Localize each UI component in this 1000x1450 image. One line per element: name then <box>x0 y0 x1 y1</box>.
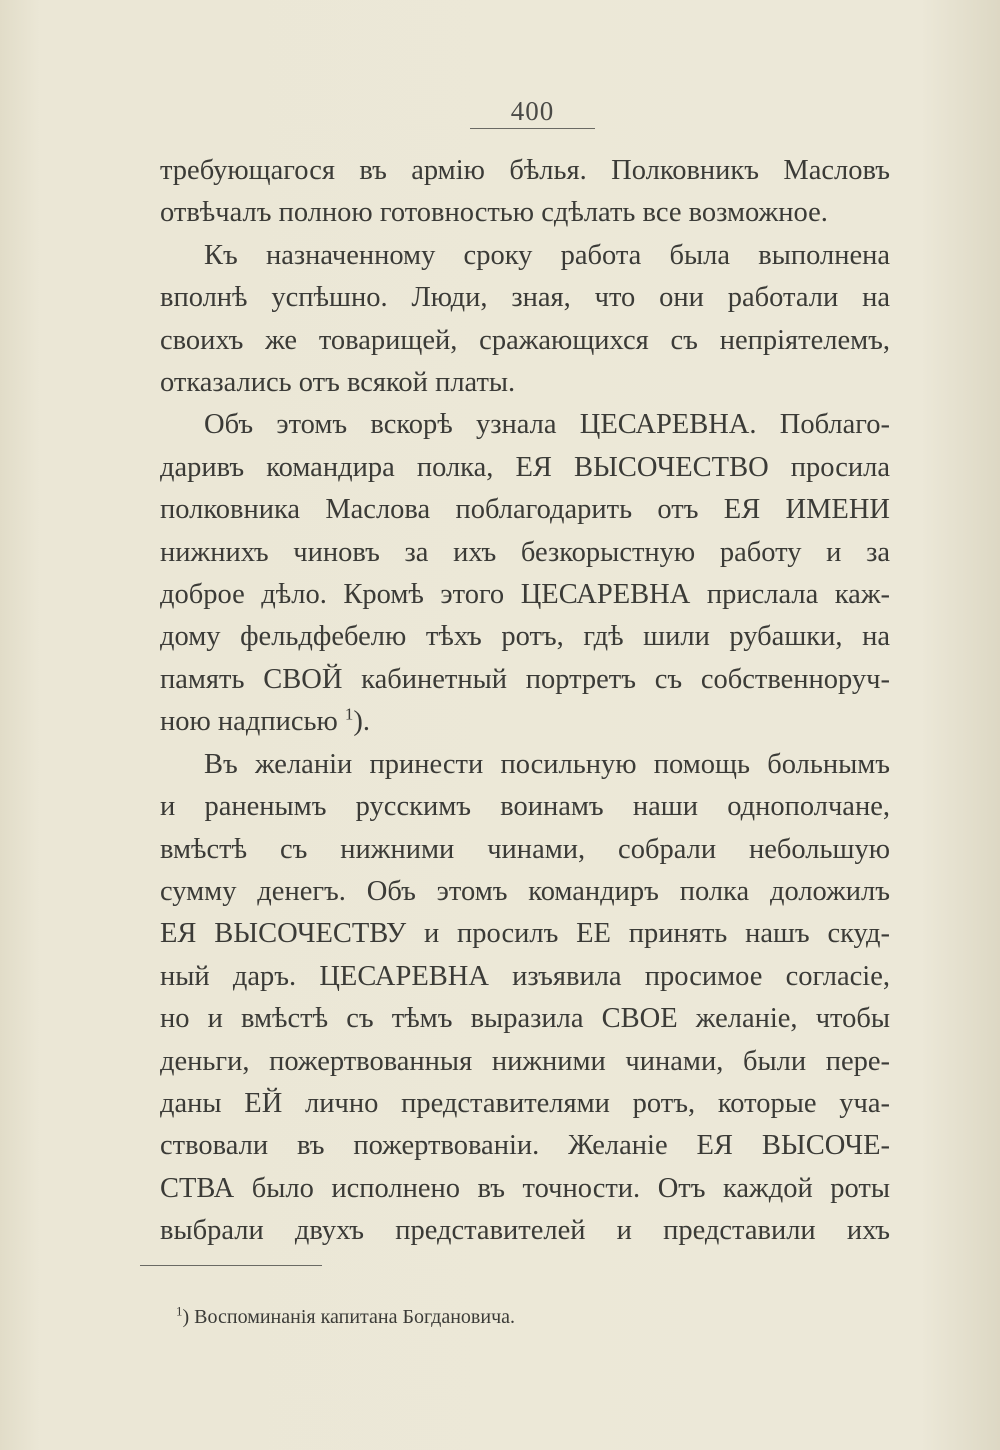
paragraph-4-line-12: выбрали двухъ представителей и представили ихъ <box>160 1215 890 1247</box>
paragraph-3-line-1: Объ этомъ вскорѣ узнала ЦЕСАРЕВНА. Поблаго- <box>204 409 890 441</box>
paragraph-2-line-3: своихъ же товарищей, сражающихся съ непріятелемъ, <box>160 324 890 356</box>
footnote-reference[interactable]: 1 <box>344 704 354 724</box>
page-number: 400 <box>510 96 555 126</box>
paragraph-4-line-6: ный даръ. ЦЕСАРЕВНА изъявила просимое согласіе, <box>160 960 890 992</box>
paragraph-2-line-4: отказались отъ всякой платы. <box>160 367 516 399</box>
paragraph-3-line-8 <box>160 701 890 743</box>
footnote-mark: 1 <box>176 1303 183 1319</box>
paragraph-4-line-9: даны ЕЙ лично представителями ротъ, которые уча- <box>160 1087 890 1119</box>
paragraph-2-line-1: Къ назначенному сроку работа была выполнена <box>204 239 890 271</box>
paragraph-3-line-4: нижнихъ чиновъ за ихъ безкорыстную работу и за <box>160 536 890 568</box>
paragraph-2-line-2: вполнѣ успѣшно. Люди, зная, что они работали на <box>160 282 890 314</box>
paragraph-4-line-3: вмѣстѣ съ нижними чинами, собрали небольшую <box>160 833 890 865</box>
paragraph-4-line-5: ЕЯ ВЫСОЧЕСТВУ и просилъ ЕЕ принять нашъ скуд- <box>160 918 890 950</box>
paragraph-4-line-10: ствовали въ пожертвованіи. Желаніе ЕЯ ВЫСОЧЕ- <box>160 1130 890 1162</box>
paragraph-1-line-1: требующагося въ армію бѣлья. Полковникъ Масловъ <box>160 155 890 186</box>
footnote-separator <box>140 1265 322 1266</box>
paragraph-4-line-2: и раненымъ русскимъ воинамъ наши однополчане, <box>160 791 890 823</box>
paragraph-4-line-8: деньги, пожертвованныя нижними чинами, были пере- <box>160 1045 890 1077</box>
paragraph-3-line-6: дому фельдфебелю тѣхъ ротъ, гдѣ шили рубашки, на <box>160 621 890 653</box>
paragraph-4-line-11: СТВА было исполнено въ точности. Отъ каждой роты <box>160 1172 890 1204</box>
paragraph-4-line-4: сумму денегъ. Объ этомъ командиръ полка доложилъ <box>160 875 890 907</box>
paragraph-3-line-2: даривъ командира полка, ЕЯ ВЫСОЧЕСТВО просила <box>160 451 890 483</box>
paragraph-1-line-2: отвѣчалъ полною готовностью сдѣлать все возможное. <box>160 197 828 229</box>
paragraph-3-line-5: доброе дѣло. Кромѣ этого ЦЕСАРЕВНА прислала каж- <box>160 579 890 611</box>
paragraph-4-line-1: Въ желаніи принести посильную помощь больнымъ <box>204 748 890 780</box>
body-text <box>160 150 890 1253</box>
paragraph-3-line-8-tail: ). <box>353 706 371 738</box>
paragraph-4-line-7: но и вмѣстѣ съ тѣмъ выразила СВОЕ желаніе, чтобы <box>160 1003 890 1035</box>
paragraph-3-line-7: память СВОЙ кабинетный портретъ съ собственноруч- <box>160 663 890 695</box>
footnote <box>176 1303 515 1329</box>
page-number-rule <box>470 128 595 129</box>
paragraph-3-line-8-text: ною надписью <box>160 706 338 738</box>
paragraph-3-line-3: полковника Маслова поблагодарить отъ ЕЯ ИМЕНИ <box>160 494 890 526</box>
footnote-text: ) Воспоминанія капитана Богдановича. <box>182 1306 515 1328</box>
